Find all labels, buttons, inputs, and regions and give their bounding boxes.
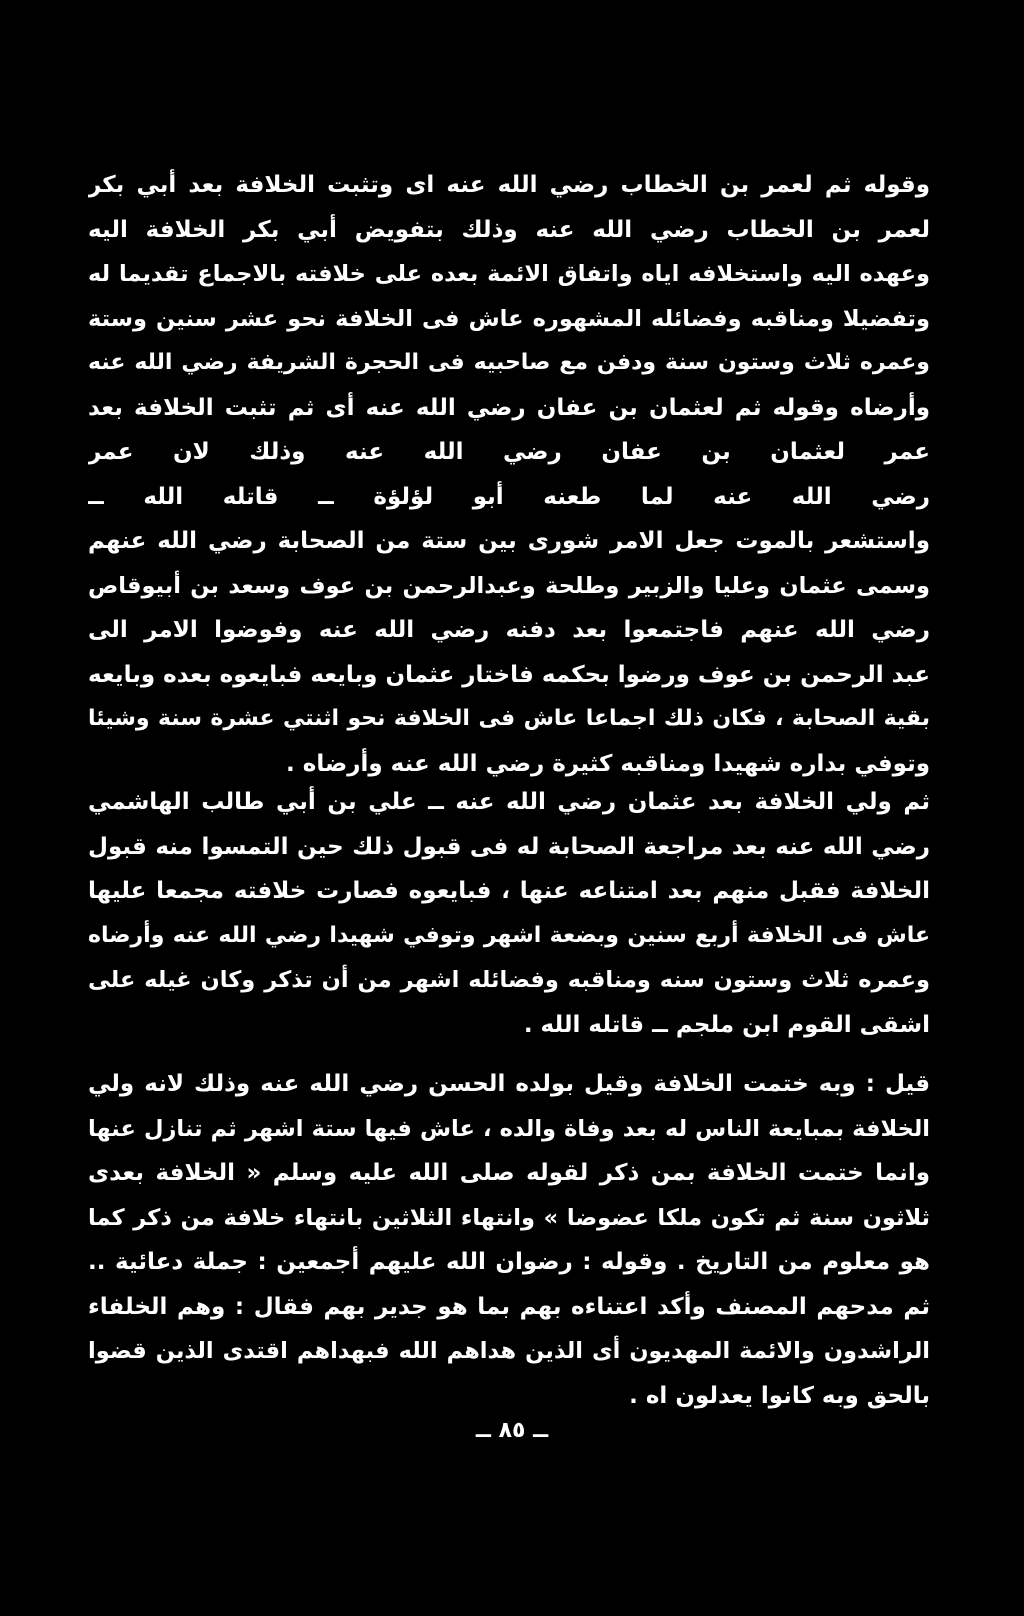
text-line: وعهده اليه واستخلافه اياه واتفاق الائمة بعده على خلافته بالاجماع تقديما له <box>88 261 930 287</box>
text-line: اشقى القوم ابن ملجم ــ قاتله الله . <box>523 1011 930 1038</box>
paragraph-umar-uthman <box>88 163 930 786</box>
text-line: رضي الله عنه لما طعنه أبو لؤلؤة ــ قاتله الله ــ <box>88 483 930 510</box>
text-line: وأرضاه وقوله ثم لعثمان بن عفان رضي الله عنه أى ثم تثبت الخلافة بعد <box>88 394 930 421</box>
text-line: وتوفي بداره شهيدا ومناقبه كثيرة رضي الله عنه وأرضاه . <box>286 750 930 777</box>
text-line: ثم ولي الخلافة بعد عثمان رضي الله عنه ــ علي بن أبي طالب الهاشمي <box>88 789 930 815</box>
text-line: رضي الله عنهم فاجتمعوا بعد دفنه رضي الله عنه وفوضوا الامر الى <box>88 617 930 643</box>
text-line: هو معلوم من التاريخ . وقوله : رضوان الله عليهم أجمعين : جملة دعائية .. <box>88 1249 930 1275</box>
text-line: بالحق وبه كانوا يعدلون اه . <box>629 1382 930 1409</box>
text-line: ثم مدحهم المصنف وأكد اعتناءه بهم بما هو جدير بهم فقال : وهم الخلفاء <box>88 1293 930 1320</box>
text-line: وتفضيلا ومناقبه وفضائله المشهوره عاش فى الخلافة نحو عشر سنين وستة <box>88 305 930 332</box>
text-line: الخلافة فقبل منهم بعد امتناعه عنها ، فبايعوه فصارت خلافته مجمعا عليها <box>88 878 930 904</box>
text-line: الخلافة بمبايعة الناس له بعد وفاة والده ، عاش فيها ستة اشهر ثم تنازل عنها <box>88 1115 930 1142</box>
text-line: وانما ختمت الخلافة بمن ذكر لقوله صلى الله عليه وسلم « الخلافة بعدى <box>88 1160 930 1186</box>
text-line: قيل : وبه ختمت الخلافة وقيل بولده الحسن رضي الله عنه وذلك لانه ولي <box>88 1071 930 1097</box>
paragraph-end-of-caliphate <box>88 1062 930 1418</box>
text-line: وقوله ثم لعمر بن الخطاب رضي الله عنه اى وتثبت الخلافة بعد أبي بكر <box>88 172 930 198</box>
text-line: بقية الصحابة ، فكان ذلك اجماعا عاش فى الخلافة نحو اثنتي عشرة سنة وشيئا <box>88 706 930 731</box>
text-line: عمر لعثمان بن عفان رضي الله عنه وذلك لان عمر <box>88 439 930 465</box>
page-number: ــ ٨٥ ــ <box>475 1418 549 1443</box>
text-line: رضي الله عنه بعد مراجعة الصحابة له فى قبول ذلك حين التمسوا منه قبول <box>88 833 930 860</box>
text-line: عاش فى الخلافة أربع سنين وبضعة اشهر وتوفي شهيدا رضي الله عنه وأرضاه <box>88 922 930 948</box>
text-line: الراشدون والائمة المهديون أى الذين هداهم الله فبهداهم اقتدى الذين قضوا <box>88 1338 930 1364</box>
text-line: ثلاثون سنة ثم تكون ملكا عضوضا » وانتهاء الثلاثين بانتهاء خلافة من ذكر كما <box>88 1204 930 1231</box>
text-line: وعمره ثلاث وستون سنه ومناقبه وفضائله اشهر من أن تذكر وكان غيله على <box>88 967 930 993</box>
text-line: وسمى عثمان وعليا والزبير وطلحة وعبدالرحمن بن عوف وسعد بن أبيوقاص <box>88 572 930 599</box>
text-line: عبد الرحمن بن عوف ورضوا بحكمه فاختار عثمان وبايعه فبايعوه بعده وبايعه <box>88 661 930 688</box>
paragraph-ali <box>88 780 930 1047</box>
text-line: واستشعر بالموت جعل الامر شورى بين ستة من الصحابة رضي الله عنهم <box>88 528 930 554</box>
text-line: وعمره ثلاث وستون سنة ودفن مع صاحبيه فى الحجرة الشريفة رضي الله عنه <box>88 350 930 375</box>
text-line: لعمر بن الخطاب رضي الله عنه وذلك بتفويض أبي بكر الخلافة اليه <box>88 216 930 243</box>
